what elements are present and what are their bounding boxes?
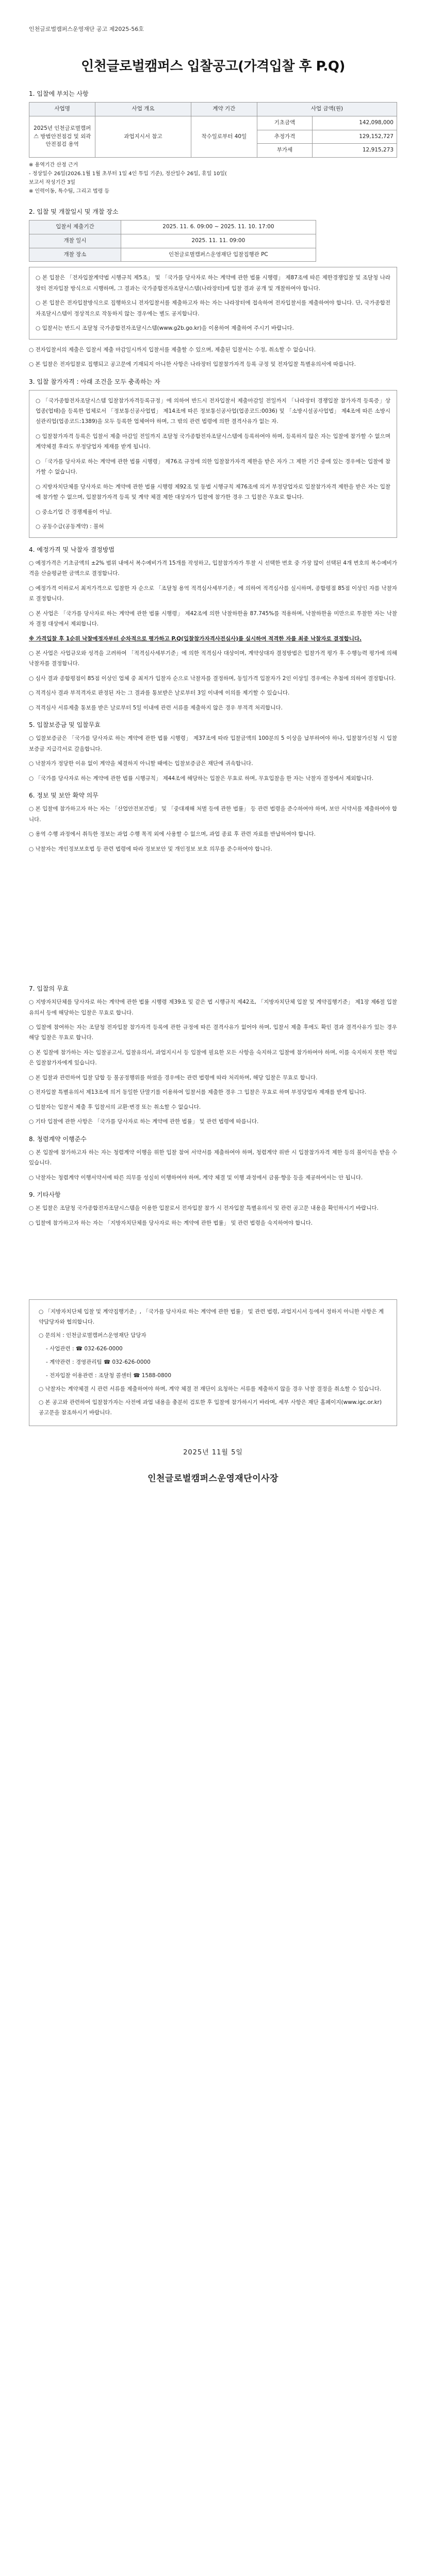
paragraph: ○ 입찰에 참여하는 자는 조달청 전자입찰 참가자격 등록에 관한 규정에 따른 결격사유가 없어야 하며, 입찰서 제출 후에도 확인 결과 결격사유가 있는 경우 해당 입찰은 무효로 합니다. [29, 1024, 397, 1041]
paragraph: ○ 본 입찰에 참가하고자 하는 자는 「산업안전보건법」 및 「중대재해 처벌 등에 관한 법률」 등 관련 법령을 준수하여야 하며, 보안 서약서를 제출하여야 합니다. [29, 806, 397, 823]
paragraph: ○ 「국가종합전자조달시스템 입찰참가자격등록규정」에 의하여 반드시 전자입찰서 제출마감일 전일까지 「나라장터 경쟁입찰 참가자격 등록증」상 업종(업태)을 등록한 업체로서 「정보통신공사업법」 제14조에 따른 정보통신공사업(업종코드:0036) 및 「소방시설공사업법」 제4조에 따른 소방시설관리업(업종코드:1389)을 모두 등록한 업체여야 하며, 그 밖의 관련 법령에 의한 결격사유가 없는 자. [36, 397, 390, 425]
schedule-value: 2025. 11. 6. 09:00 ~ 2025. 11. 10. 17:00 [121, 221, 316, 234]
project-period: 착수일로부터 40일 [191, 116, 257, 157]
paragraph: ○ 본 입찰은 「전자입찰계약법 시행규칙 제5조」 및 「국가를 당사자로 하는 계약에 관한 법률 시행령」 제87조에 따른 제한경쟁입찰 및 조달청 나라장터 전자입찰 방식으로 시행하며, 그 결과는 국가종합전자조달시스템(나라장터)에 입찰 결과 공개 및 개찰하여야 합니다. [36, 275, 390, 292]
schedule-label: 개찰 장소 [29, 248, 121, 262]
paragraph: ○ 입찰서는 반드시 조달청 국가종합전자조달시스템(www.g2b.go.kr)을 이용하여 제출하여 주시기 바랍니다. [36, 325, 294, 332]
paragraph: ○ 예정가격 이하로서 최저가격으로 입찰한 자 순으로 「조달청 용역 적격심사세부기준」에 의하여 적격심사를 실시하며, 종합평점 85점 이상인 자를 낙찰자로 결정합니다. [29, 585, 397, 602]
paragraph: ○ 문의처 : 인천글로벌캠퍼스운영재단 담당자 [39, 1332, 146, 1338]
paragraph: ○ 「국가를 당사자로 하는 계약에 관한 법률 시행령」 제76조 규정에 의한 입찰참가자격 제한을 받은 자가 그 제한 기간 중에 있는 경우에는 입찰에 참가할 수 없습니다. [36, 458, 390, 476]
schedule-value: 2025. 11. 11. 09:00 [121, 234, 316, 248]
paragraph: ○ 본 입찰과 관련하여 입찰 담합 등 불공정행위를 하였을 경우에는 관련 법령에 따라 처리하며, 해당 입찰은 무효로 합니다. [29, 1074, 318, 1081]
amount-label: 부가세 [257, 144, 313, 158]
paragraph: ○ 입찰에 참가하고자 하는 자는 「지방자치단체를 당사자로 하는 계약에 관한 법률」 및 관련 법령을 숙지하여야 합니다. [29, 1219, 313, 1226]
contact-line: - 사업관련 : ☎ 032-626-0000 [46, 1345, 123, 1352]
amount-label: 기초금액 [257, 116, 313, 130]
paragraph: ○ 낙찰자는 개인정보보호법 등 관련 법령에 따라 정보보안 및 개인정보 보호 의무를 준수하여야 합니다. [29, 845, 272, 852]
project-table [29, 102, 397, 158]
paragraph: ○ 「지방자치단체 입찰 및 계약집행기준」, 「국가를 당사자로 하는 계약에 관한 법률」 및 관련 법령, 과업지시서 등에서 정하지 아니한 사항은 계약담당자와 협의합니다. [39, 1309, 384, 1326]
note-item: 보고서 작성기간 3일 [29, 180, 75, 185]
award-highlight: ※ 가격입찰 후 1순위 낙찰예정자부터 순차적으로 평가하고 P.Q(입찰참가자격사전심사)를 실시하여 적격한 자를 최종 낙찰자로 결정합니다. [29, 635, 362, 642]
paragraph: ○ 예정가격은 기초금액의 ±2% 범위 내에서 복수예비가격 15개를 작성하고, 입찰참가자가 투찰 시 선택한 번호 중 가장 많이 선택된 4개 번호의 복수예비가격을 산술평균한 금액으로 결정합니다. [29, 560, 397, 577]
schedule-value: 인천글로벌캠퍼스운영재단 입찰집행관 PC [121, 248, 316, 262]
paragraph: ○ 본 사업은 「국가를 당사자로 하는 계약에 관한 법률 시행령」 제42조에 의한 낙찰하한율 87.745%를 적용하며, 낙찰하한율 미만으로 투찰한 자는 낙찰자 결정 대상에서 제외합니다. [29, 610, 397, 628]
paragraph: ○ 「국가를 당사자로 하는 계약에 관한 법률 시행규칙」 제44조에 해당하는 입찰은 무효로 하며, 무효입찰을 한 자는 낙찰자 결정에서 제외합니다. [29, 775, 374, 782]
amount-value: 12,915,273 [312, 144, 397, 158]
section-5-heading: 5. 입찰보증금 및 입찰무효 [29, 721, 101, 729]
contact-line: - 전자입찰 이용관련 : 조달청 콜센터 ☎ 1588-0800 [46, 1372, 172, 1379]
section-8-heading: 8. 청렴계약 이행준수 [29, 1135, 87, 1143]
paragraph: ○ 전자입찰 특별유의서 제13조에 의거 동일한 단말기를 이용하여 입찰서를 제출한 경우 그 입찰은 무효로 하며 부정당업자 제재를 받게 됩니다. [29, 1089, 366, 1096]
schedule-label: 입찰서 제출기간 [29, 221, 121, 234]
paragraph: ○ 지방자치단체를 당사자로 하는 계약에 관한 법률 시행령 제92조 및 동법 시행규칙 제76조에 의거 부정당업자로 입찰참가자격 제한을 받은 자는 입찰에 참가할 수 없으며, 입찰참가자격 등록 및 계약 체결 제한 대상자가 입찰에 참가한 경우 그 입찰은 무효로 합니다. [36, 483, 390, 501]
section-1-heading: 1. 입찰에 부치는 사항 [29, 90, 89, 97]
amount-value: 142,098,000 [312, 116, 397, 130]
paragraph: ○ 적격심사 서류제출 통보를 받은 날로부터 5일 이내에 관련 서류를 제출하지 않은 경우 부적격 처리합니다. [29, 704, 283, 711]
section-6-heading: 6. 정보 및 보안 확약 의무 [29, 792, 99, 800]
notice-number: 인천글로벌캠퍼스운영재단 공고 제2025-56호 [29, 26, 144, 32]
amount-label: 추정가격 [257, 130, 313, 144]
table-row [29, 234, 316, 248]
notice-date: 2025년 11월 5일 [183, 1448, 243, 1456]
col-period: 계약 기간 [191, 103, 257, 116]
col-amount: 사업 금액(원) [257, 103, 397, 116]
paragraph: ○ 기타 입찰에 관한 사항은 「국가를 당사자로 하는 계약에 관한 법률」 및 관련 법령에 따릅니다. [29, 1118, 259, 1125]
contact-box [29, 1299, 397, 1426]
paragraph: ○ 낙찰자는 계약체결 시 관련 서류를 제출하여야 하며, 계약 체결 전 재단이 요청하는 서류를 제출하지 않을 경우 낙찰 결정을 취소할 수 있습니다. [39, 1385, 382, 1392]
paragraph: ○ 전자입찰서의 제출은 입찰서 제출 마감일시까지 입찰서를 제출할 수 있으며, 제출된 입찰서는 수정, 취소할 수 없습니다. [29, 346, 316, 353]
paragraph: ○ 본 입찰은 전자입찰방식으로 집행하오니 전자입찰서를 제출하고자 하는 자는 나라장터에 접속하여 전자입찰서를 제출하여야 합니다. 단, 국가종합전자조달시스템이 정상적으로 작동하지 않는 경우에는 별도 공지합니다. [36, 300, 390, 317]
paragraph: ○ 지방자치단체를 당사자로 하는 계약에 관한 법률 시행령 제39조 및 같은 법 시행규칙 제42조, 「지방자치단체 입찰 및 계약집행기준」 제1장 제6절 입찰유의서 등에 해당하는 입찰은 무효로 합니다. [29, 999, 397, 1016]
project-summary: 과업지시서 참고 [95, 116, 191, 157]
col-summary: 사업 개요 [95, 103, 191, 116]
table-row [29, 248, 316, 262]
section-2-heading: 2. 입찰 및 개찰일시 및 개찰 장소 [29, 208, 119, 215]
project-table-header [29, 103, 397, 116]
section-9-heading: 9. 기타사항 [29, 1191, 61, 1199]
amount-value: 129,152,727 [312, 130, 397, 144]
note-item: ※ 인력이동, 특수팀, 그리고 법령 등 [29, 189, 110, 194]
issuing-organization: 인천글로벌캠퍼스운영재단이사장 [148, 1473, 278, 1484]
paragraph: ○ 심사 결과 종합평점이 85점 이상인 업체 중 최저가 입찰자 순으로 낙찰자를 결정하며, 동일가격 입찰자가 2인 이상일 경우에는 추첨에 의하여 결정합니다. [29, 675, 396, 682]
paragraph: ○ 적격심사 결과 부적격자로 판정된 자는 그 결과를 통보받은 날로부터 3일 이내에 이의를 제기할 수 있습니다. [29, 690, 290, 697]
note-item: - 정상일수 26일(2026.1월 1월 초부터 1일 4인 투입 기준), 정산일수 26일, 휴일 10일( [29, 171, 227, 177]
paragraph: ○ 낙찰자가 정당한 이유 없이 계약을 체결하지 아니할 때에는 입찰보증금은 재단에 귀속합니다. [29, 760, 253, 767]
paragraph: ○ 중소기업 간 경쟁제품이 아님. [36, 509, 112, 515]
paragraph: ○ 본 입찰에 참가하고자 하는 자는 청렴계약 이행을 위한 입찰 참여 서약서를 제출하여야 하며, 청렴계약 위반 시 입찰참가자격 제한 등의 불이익을 받을 수 있습니다. [29, 1149, 397, 1166]
paragraph: ○ 본 입찰은 조달청 국가종합전자조달시스템을 이용한 입찰로서 전자입찰 참가 시 전자입찰 특별유의서 및 관련 공고문 내용을 확인하시기 바랍니다. [29, 1205, 379, 1212]
paragraph: ○ 입찰보증금은 「국가를 당사자로 하는 계약에 관한 법률 시행령」 제37조에 따라 입찰금액의 100분의 5 이상을 납부하여야 하나, 입찰참가신청 시 입찰보증금 지급각서로 갈음합니다. [29, 735, 397, 752]
eligibility-box [29, 390, 397, 538]
col-project-name: 사업명 [29, 103, 95, 116]
paragraph: ○ 입찰참가자격 등록은 입찰서 제출 마감일 전일까지 조달청 국가종합전자조달시스템에 등록하여야 하며, 등록하지 않은 자는 입찰에 참가할 수 없으며 계약체결 후라도 부정당업자 제재를 받게 됩니다. [36, 433, 390, 450]
section-3-heading: 3. 입찰 참가자격 : 아래 조건을 모두 충족하는 자 [29, 378, 160, 385]
page-break [29, 858, 397, 977]
note-item: ※ 용역기간 산정 근거 [29, 162, 78, 168]
bid-method-box [29, 267, 397, 339]
paragraph: ○ 공동수급(공동계약) : 불허 [36, 523, 104, 530]
paragraph: ○ 본 입찰에 참가하는 자는 입찰공고서, 입찰유의서, 과업지시서 등 입찰에 필요한 모든 사항을 숙지하고 입찰에 참가하여야 하며, 이를 숙지하지 못한 책임은 입찰참가자에게 있습니다. [29, 1049, 397, 1066]
paragraph: ○ 본 공고와 관련하여 입찰참가자는 사전에 과업 내용을 충분히 검토한 후 입찰에 참가하시기 바라며, 세부 사항은 재단 홈페이지(www.igc.or.kr) 공고문을 참조하시기 바랍니다. [39, 1399, 382, 1416]
project-name: 2025년 인천글로벌캠퍼스 방범안전점검 및 외곽안전점검 용역 [29, 116, 95, 157]
table-row [29, 116, 397, 130]
table-row [29, 221, 316, 234]
notice-title: 인천글로벌캠퍼스 입찰공고(가격입찰 후 P.Q) [81, 59, 345, 74]
project-notes [29, 161, 397, 196]
paragraph: ○ 본 사업은 사업규모와 성격을 고려하여 「적격심사세부기준」에 의한 적격심사 대상이며, 계약상대자 결정방법은 입찰가격 평가 후 수행능력 평가에 의해 낙찰자를 결정합니다. [29, 650, 397, 667]
paragraph: ○ 낙찰자는 청렴계약 이행서약서에 따른 의무를 성실히 이행하여야 하며, 계약 체결 및 이행 과정에서 금품·향응 등을 제공하여서는 안 됩니다. [29, 1174, 363, 1181]
section-7-heading: 7. 입찰의 무효 [29, 985, 69, 993]
schedule-label: 개찰 일시 [29, 234, 121, 248]
schedule-table [29, 220, 316, 262]
contact-line: - 계약관련 : 경영관리팀 ☎ 032-626-0000 [46, 1359, 151, 1365]
paragraph: ○ 본 입찰은 전자입찰로 집행되고 공고문에 기재되지 아니한 사항은 나라장터 입찰참가자격 등록 규정 및 전자입찰 특별유의서에 따릅니다. [29, 361, 356, 368]
section-4-heading: 4. 예정가격 및 낙찰자 결정방법 [29, 546, 114, 553]
paragraph: ○ 입찰자는 입찰서 제출 후 입찰서의 교환·변경 또는 취소할 수 없습니다. [29, 1104, 201, 1110]
page-break [29, 1232, 397, 1294]
paragraph: ○ 용역 수행 과정에서 취득한 정보는 과업 수행 목적 외에 사용할 수 없으며, 과업 종료 후 관련 자료를 반납하여야 합니다. [29, 831, 316, 838]
